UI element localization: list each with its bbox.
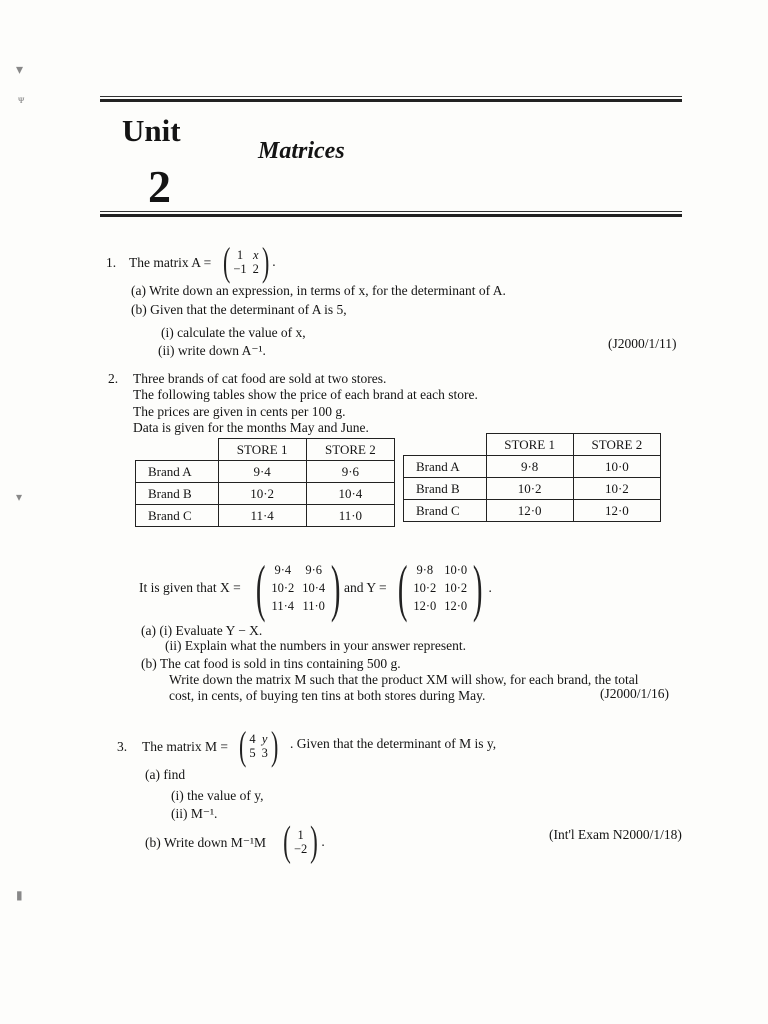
header-rule-bottom-thick bbox=[100, 214, 682, 217]
q2-period: . bbox=[488, 580, 492, 595]
q1-part-b-ii: (ii) write down A⁻¹. bbox=[158, 343, 266, 358]
matrix-cell: 1 bbox=[297, 828, 304, 842]
may-price-table bbox=[135, 438, 395, 527]
q1-part-a: (a) Write down an expression, in terms of x, for the determinant of A. bbox=[131, 283, 506, 298]
table-row-label: Brand C bbox=[136, 505, 219, 527]
matrix-cell: 11·4 bbox=[271, 599, 294, 613]
q2-given-text: It is given that X = bbox=[139, 580, 241, 595]
matrix-y-cells bbox=[413, 563, 467, 613]
matrix-cell: 3 bbox=[261, 745, 268, 760]
table-corner bbox=[136, 439, 219, 461]
scan-mark: ▾ bbox=[16, 490, 23, 504]
table-cell: 10·2 bbox=[218, 483, 306, 505]
table-header: STORE 1 bbox=[486, 434, 573, 456]
table-cell: 9·8 bbox=[486, 456, 573, 478]
matrix-cell: 9·6 bbox=[305, 563, 323, 577]
q3-vector bbox=[280, 818, 325, 866]
matrix-cell: 2 bbox=[252, 261, 259, 276]
q2-part-b-2: Write down the matrix M such that the product XM will show, for each brand, the total bbox=[169, 672, 639, 687]
table-cell: 9·6 bbox=[306, 461, 394, 483]
q3-matrix bbox=[236, 722, 281, 769]
table-row-label: Brand B bbox=[136, 483, 219, 505]
table-header-row bbox=[136, 439, 395, 461]
q2-line-2: The following tables show the price of each brand at each store. bbox=[133, 387, 478, 402]
table-cell: 10·2 bbox=[486, 478, 573, 500]
left-paren: ( bbox=[222, 239, 231, 284]
q3-stem-after: . Given that the determinant of M is y, bbox=[290, 736, 497, 751]
q2-line-3: The prices are given in cents per 100 g. bbox=[133, 404, 346, 419]
matrix-cell: 9·4 bbox=[274, 563, 292, 577]
q1-stem: The matrix A = bbox=[129, 255, 212, 270]
table-row bbox=[136, 461, 395, 483]
q3-reference: (Int'l Exam N2000/1/18) bbox=[549, 827, 682, 842]
matrix-x bbox=[250, 551, 346, 625]
table-cell: 12·0 bbox=[486, 500, 573, 522]
matrix-cell: 5 bbox=[249, 745, 256, 760]
table-corner bbox=[404, 434, 487, 456]
q2-number: 2. bbox=[108, 371, 119, 386]
table-cell: 12·0 bbox=[573, 500, 660, 522]
june-price-table bbox=[403, 433, 661, 522]
table-cell: 9·4 bbox=[218, 461, 306, 483]
matrix-cell: 10·4 bbox=[302, 581, 326, 595]
q1-period: . bbox=[272, 253, 276, 269]
matrix-cell: 11·0 bbox=[302, 599, 325, 613]
q2-and-y-text: and Y = bbox=[344, 580, 387, 595]
matrix-cell: 12·0 bbox=[413, 599, 437, 613]
matrix-cell: 10·2 bbox=[271, 581, 295, 595]
table-row bbox=[404, 456, 661, 478]
table-header-row bbox=[404, 434, 661, 456]
matrix-cell: 1 bbox=[236, 247, 244, 262]
table-cell: 10·2 bbox=[573, 478, 660, 500]
header-rule-bottom bbox=[100, 211, 682, 212]
q3-part-a: (a) find bbox=[145, 767, 186, 782]
right-paren: ) bbox=[270, 723, 279, 768]
q1-part-b-i: (i) calculate the value of x, bbox=[161, 325, 306, 340]
q1-reference: (J2000/1/11) bbox=[608, 336, 677, 351]
q3-part-a-i: (i) the value of y, bbox=[171, 788, 264, 803]
matrix-cell: 12·0 bbox=[444, 599, 468, 613]
matrix-x-cells bbox=[271, 563, 325, 613]
table-row bbox=[136, 505, 395, 527]
left-paren: ( bbox=[397, 552, 408, 623]
unit-number: 2 bbox=[148, 161, 171, 212]
matrix-cell: 4 bbox=[249, 731, 256, 746]
q2-reference: (J2000/1/16) bbox=[600, 686, 669, 701]
table-cell: 11·0 bbox=[306, 505, 394, 527]
q2-part-a-ii: (ii) Explain what the numbers in your answer represent. bbox=[165, 638, 467, 653]
matrix-cell: y bbox=[261, 731, 268, 746]
q3-number: 3. bbox=[117, 739, 128, 754]
table-row-label: Brand C bbox=[404, 500, 487, 522]
table-cell: 10·0 bbox=[573, 456, 660, 478]
right-paren: ) bbox=[331, 552, 341, 623]
q3-matrix-cells bbox=[249, 732, 268, 760]
right-paren: ) bbox=[310, 819, 319, 865]
header-rule-top bbox=[100, 96, 682, 97]
q3-part-b: (b) Write down M⁻¹M bbox=[145, 835, 266, 850]
q3-vector-cells bbox=[294, 828, 307, 856]
q2-line-1: Three brands of cat food are sold at two stores. bbox=[133, 371, 387, 386]
q2-line-4: Data is given for the months May and June. bbox=[133, 420, 369, 435]
left-paren: ( bbox=[238, 723, 247, 768]
left-paren: ( bbox=[283, 819, 291, 865]
scan-mark: ▾ bbox=[16, 63, 24, 78]
table-header: STORE 1 bbox=[218, 439, 306, 461]
table-header: STORE 2 bbox=[306, 439, 394, 461]
q3-stem: The matrix M = bbox=[142, 739, 228, 754]
table-row-label: Brand A bbox=[136, 461, 219, 483]
table-row-label: Brand B bbox=[404, 478, 487, 500]
matrix-cell: x bbox=[252, 247, 259, 262]
matrix-cell: −1 bbox=[233, 261, 247, 276]
table-cell: 10·4 bbox=[306, 483, 394, 505]
right-paren: ) bbox=[473, 552, 483, 623]
matrix-cell: 10·2 bbox=[444, 581, 468, 595]
q3-part-a-ii: (ii) M⁻¹. bbox=[171, 806, 218, 821]
table-row bbox=[404, 478, 661, 500]
unit-label: Unit bbox=[122, 113, 181, 148]
q2-part-a-i: (a) (i) Evaluate Y − X. bbox=[141, 623, 263, 638]
q1-matrix-cells bbox=[233, 248, 259, 276]
matrix-y bbox=[392, 551, 492, 625]
matrix-cell: 9·8 bbox=[416, 563, 434, 577]
matrix-cell: −2 bbox=[294, 842, 308, 856]
table-header: STORE 2 bbox=[573, 434, 660, 456]
q1-matrix bbox=[220, 238, 276, 285]
table-cell: 11·4 bbox=[218, 505, 306, 527]
table-row bbox=[136, 483, 395, 505]
q2-part-b-3: cost, in cents, of buying ten tins at both stores during May. bbox=[169, 688, 486, 703]
q1-part-b: (b) Given that the determinant of A is 5, bbox=[131, 302, 347, 317]
table-row bbox=[404, 500, 661, 522]
table-row-label: Brand A bbox=[404, 456, 487, 478]
left-paren: ( bbox=[255, 552, 266, 623]
q1-number: 1. bbox=[106, 255, 117, 270]
header-rule-top-thick bbox=[100, 99, 682, 102]
scan-mark: ᴪ bbox=[18, 92, 25, 106]
matrix-cell: 10·0 bbox=[444, 563, 468, 577]
scan-mark: ▮ bbox=[16, 888, 23, 902]
matrix-cell: 10·2 bbox=[413, 581, 437, 595]
right-paren: ) bbox=[261, 239, 270, 284]
q3-period: . bbox=[321, 834, 325, 849]
q2-part-b-1: (b) The cat food is sold in tins containing 500 g. bbox=[141, 656, 401, 671]
unit-title: Matrices bbox=[258, 138, 345, 164]
